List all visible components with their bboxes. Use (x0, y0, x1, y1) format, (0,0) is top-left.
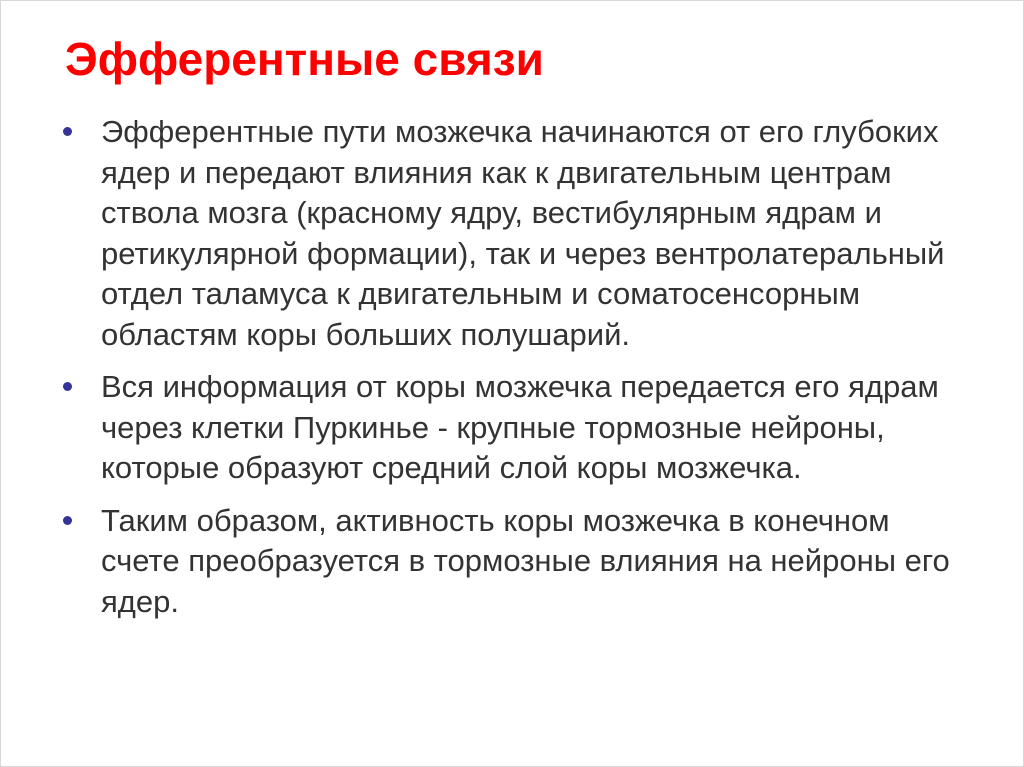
bullet-list (63, 112, 963, 634)
bullet-dot-icon (63, 127, 72, 136)
bullet-dot-icon (63, 516, 72, 525)
bullet-item-2 (63, 367, 963, 489)
slide-title: Эфферентные связи (65, 33, 544, 85)
bullet-text: Эфферентные пути мозжечка начинаются от его глубоких ядер и передают влияния как к двигательным центрам ствола мозга (красному ядру, вестибулярным ядрам и ретикулярной формации), так и через вентролатеральный отдел таламуса к двигательным и соматосенсорным областям коры больших полушарий. (101, 114, 945, 352)
bullet-dot-icon (63, 382, 72, 391)
bullet-text: Вся информация от коры мозжечка передается его ядрам через клетки Пуркинье - крупные тормозные нейроны, которые образуют средний слой коры мозжечка. (101, 369, 939, 485)
bullet-item-3 (63, 501, 963, 623)
bullet-text: Таким образом, активность коры мозжечка в конечном счете преобразуется в тормозные влияния на нейроны его ядер. (101, 502, 950, 619)
bullet-item-1 (63, 112, 963, 355)
